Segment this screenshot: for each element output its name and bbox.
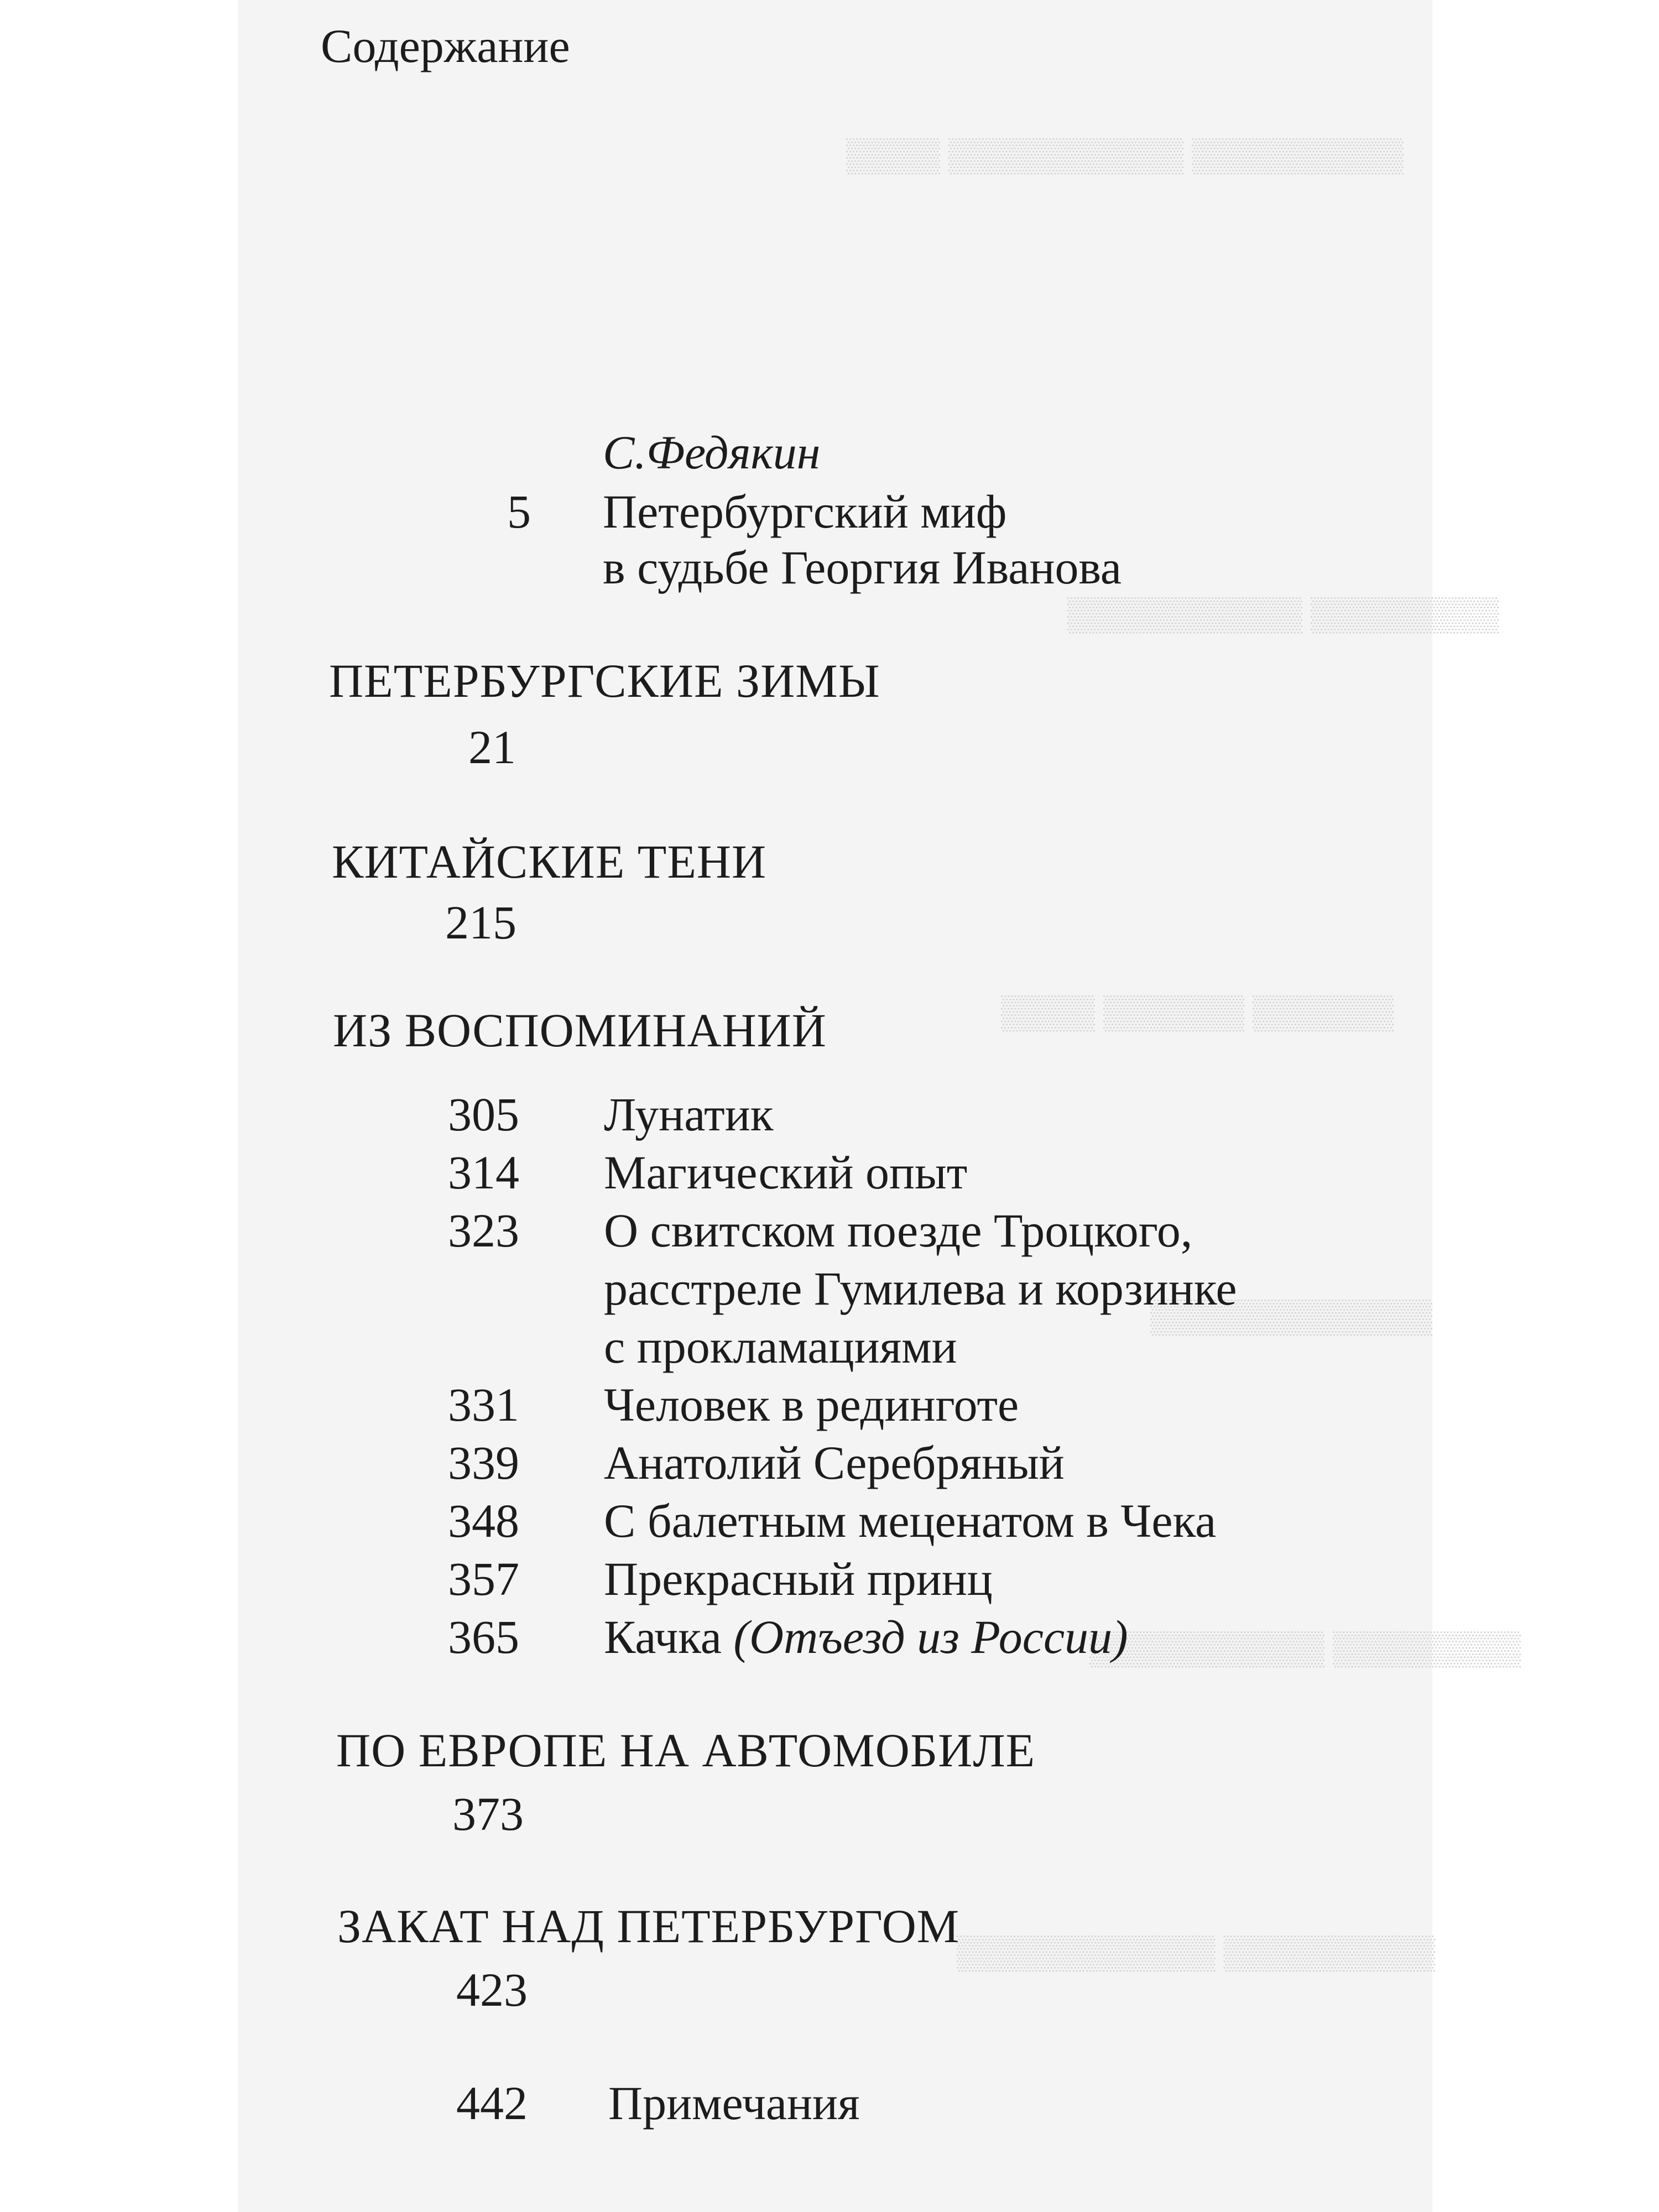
notes-page-number: 442: [456, 2077, 528, 2130]
entry-page-number: 314: [448, 1146, 519, 1199]
preface-author: С.Федякин: [603, 426, 821, 479]
preface-page-number: 5: [507, 485, 531, 538]
show-through-text: ▒▒▒▒▒▒▒▒ ▒▒▒▒▒▒▒▒▒▒: [1067, 596, 1499, 632]
show-through-text: ▒▒▒▒▒▒▒▒▒ ▒▒▒▒▒▒▒▒▒▒▒: [957, 1934, 1436, 1970]
entry-title: расстреле Гумилева и корзинке: [604, 1262, 1237, 1315]
notes-title: Примечания: [608, 2077, 860, 2130]
section-page-number: 373: [452, 1787, 524, 1840]
section-page-number: 215: [445, 896, 517, 949]
entry-title: Человек в рединготе: [604, 1378, 1019, 1431]
entry-page-number: 323: [448, 1204, 519, 1257]
show-through-text: ▒▒▒▒▒▒▒▒▒▒▒▒: [1150, 1298, 1433, 1334]
section-title: ПО ЕВРОПЕ НА АВТОМОБИЛЕ: [336, 1724, 1036, 1777]
entry-title: О свитском поезде Троцкого,: [604, 1204, 1193, 1257]
entry-title: С балетным меценатом в Чека: [604, 1494, 1217, 1547]
book-page: [238, 0, 1521, 2212]
entry-page-number: 357: [448, 1552, 519, 1605]
section-page-number: 21: [468, 721, 516, 774]
entry-title: Анатолий Серебряный: [604, 1436, 1065, 1489]
entry-title: с прокламациями: [604, 1320, 957, 1373]
show-through-text: ▒▒▒▒▒▒▒▒ ▒▒▒▒▒▒▒▒▒▒: [1089, 1630, 1521, 1666]
entry-page-number: 305: [448, 1088, 519, 1141]
entry-page-number: 365: [448, 1610, 519, 1663]
section-title: ИЗ ВОСПОМИНАНИЙ: [333, 1004, 827, 1057]
entry-title: Лунатик: [604, 1088, 774, 1141]
section-title: ПЕТЕРБУРГСКИЕ ЗИМЫ: [329, 654, 880, 707]
section-title: КИТАЙСКИЕ ТЕНИ: [332, 835, 767, 888]
section-title: ЗАКАТ НАД ПЕТЕРБУРГОМ: [337, 1900, 960, 1953]
section-page-number: 423: [456, 1963, 528, 2016]
show-through-text: ▒▒▒▒▒▒ ▒▒▒▒▒▒ ▒▒▒▒: [1001, 994, 1394, 1030]
entry-page-number: 339: [448, 1436, 519, 1489]
preface-title: Петербургский миф: [603, 485, 1007, 538]
entry-page-number: 348: [448, 1494, 519, 1547]
entry-title: Прекрасный принц: [604, 1552, 993, 1605]
preface-title: в судьбе Георгия Иванова: [603, 541, 1122, 594]
entry-page-number: 331: [448, 1378, 519, 1431]
entry-subtitle: (Отъезд из России): [733, 1610, 1128, 1663]
contents-heading: Содержание: [321, 19, 570, 72]
entry-title-main: Качка: [604, 1610, 722, 1663]
show-through-text: ▒▒▒▒▒▒▒▒▒ ▒▒▒▒▒▒▒▒▒▒ ▒▒▒▒: [846, 137, 1404, 173]
entry-title: Магический опыт: [604, 1146, 968, 1199]
entry-title: [604, 1610, 1128, 1663]
